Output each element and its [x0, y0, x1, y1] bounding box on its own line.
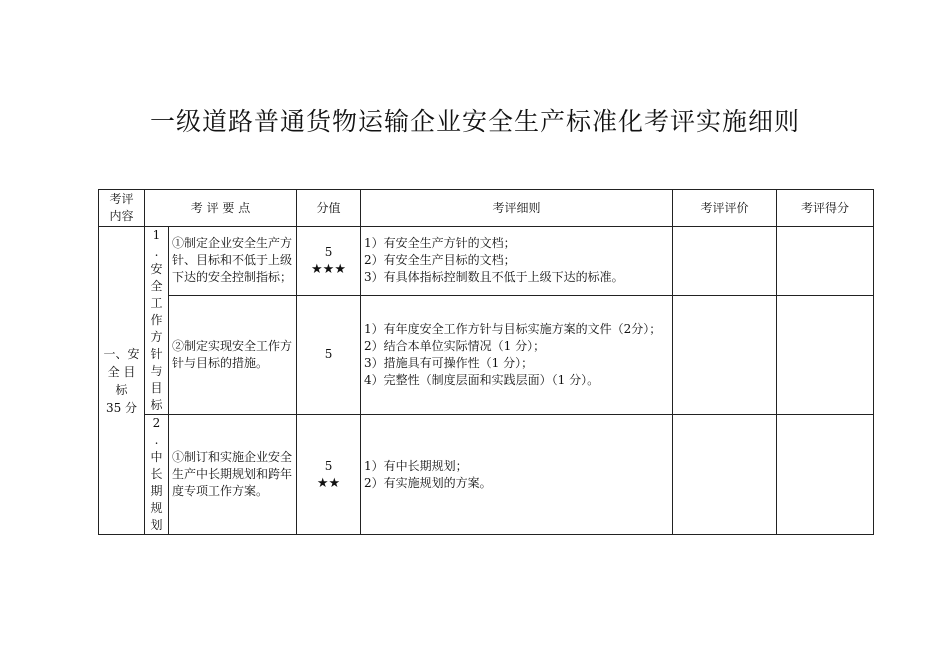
evaluation-cell[interactable] [673, 295, 777, 414]
header-evaluation: 考评评价 [673, 190, 777, 227]
result-cell[interactable] [777, 227, 874, 296]
document-title: 一级道路普通货物运输企业安全生产标准化考评实施细则 [149, 107, 800, 136]
header-result: 考评得分 [777, 190, 874, 227]
table-header-row [99, 190, 874, 227]
header-score: 分值 [297, 190, 361, 227]
result-cell[interactable] [777, 295, 874, 414]
evaluation-cell[interactable] [673, 415, 777, 535]
score-cell [297, 295, 361, 414]
detail-cell: 1）有安全生产方针的文档； 2）有安全生产目标的文档； 3）有具体指标控制数且不低于上级下达的标准。 [361, 227, 673, 296]
category-cell: 一、安 全 目 标 35 分 [99, 227, 145, 535]
point-cell: ①制定企业安全生产方针、目标和不低于上级下达的安全控制指标； [169, 227, 297, 296]
detail-cell: 1）有中长期规划； 2）有实施规划的方案。 [361, 415, 673, 535]
score-value: 5 [324, 458, 333, 473]
point-cell: ②制定实现安全工作方针与目标的措施。 [169, 295, 297, 414]
star-rating: ★★★ [311, 261, 346, 277]
detail-cell: 1）有年度安全工作方针与目标实施方案的文件（2分）； 2）结合本单位实际情况（1 分）； 3）措施具有可操作性（1 分）； 4）完整性（制度层面和实践层面）（1 分）。 [361, 295, 673, 414]
table-row [99, 227, 874, 296]
score-value: 5 [324, 244, 333, 259]
table-row [99, 415, 874, 535]
header-detail: 考评细则 [361, 190, 673, 227]
result-cell[interactable] [777, 415, 874, 535]
score-cell [297, 227, 361, 296]
standards-table [98, 189, 874, 535]
section-1-label: 1 . 安 全 工 作 方 针 与 目 标 [145, 227, 169, 415]
header-content: 考评 内容 [99, 190, 145, 227]
star-rating: ★★ [316, 475, 341, 491]
evaluation-cell[interactable] [673, 227, 777, 296]
header-points: 考 评 要 点 [145, 190, 297, 227]
table-row [99, 295, 874, 414]
score-value: 5 [324, 347, 333, 362]
section-2-label: 2 . 中 长 期 规 划 [145, 415, 169, 535]
point-cell: ①制订和实施企业安全生产中长期规划和跨年度专项工作方案。 [169, 415, 297, 535]
score-cell [297, 415, 361, 535]
